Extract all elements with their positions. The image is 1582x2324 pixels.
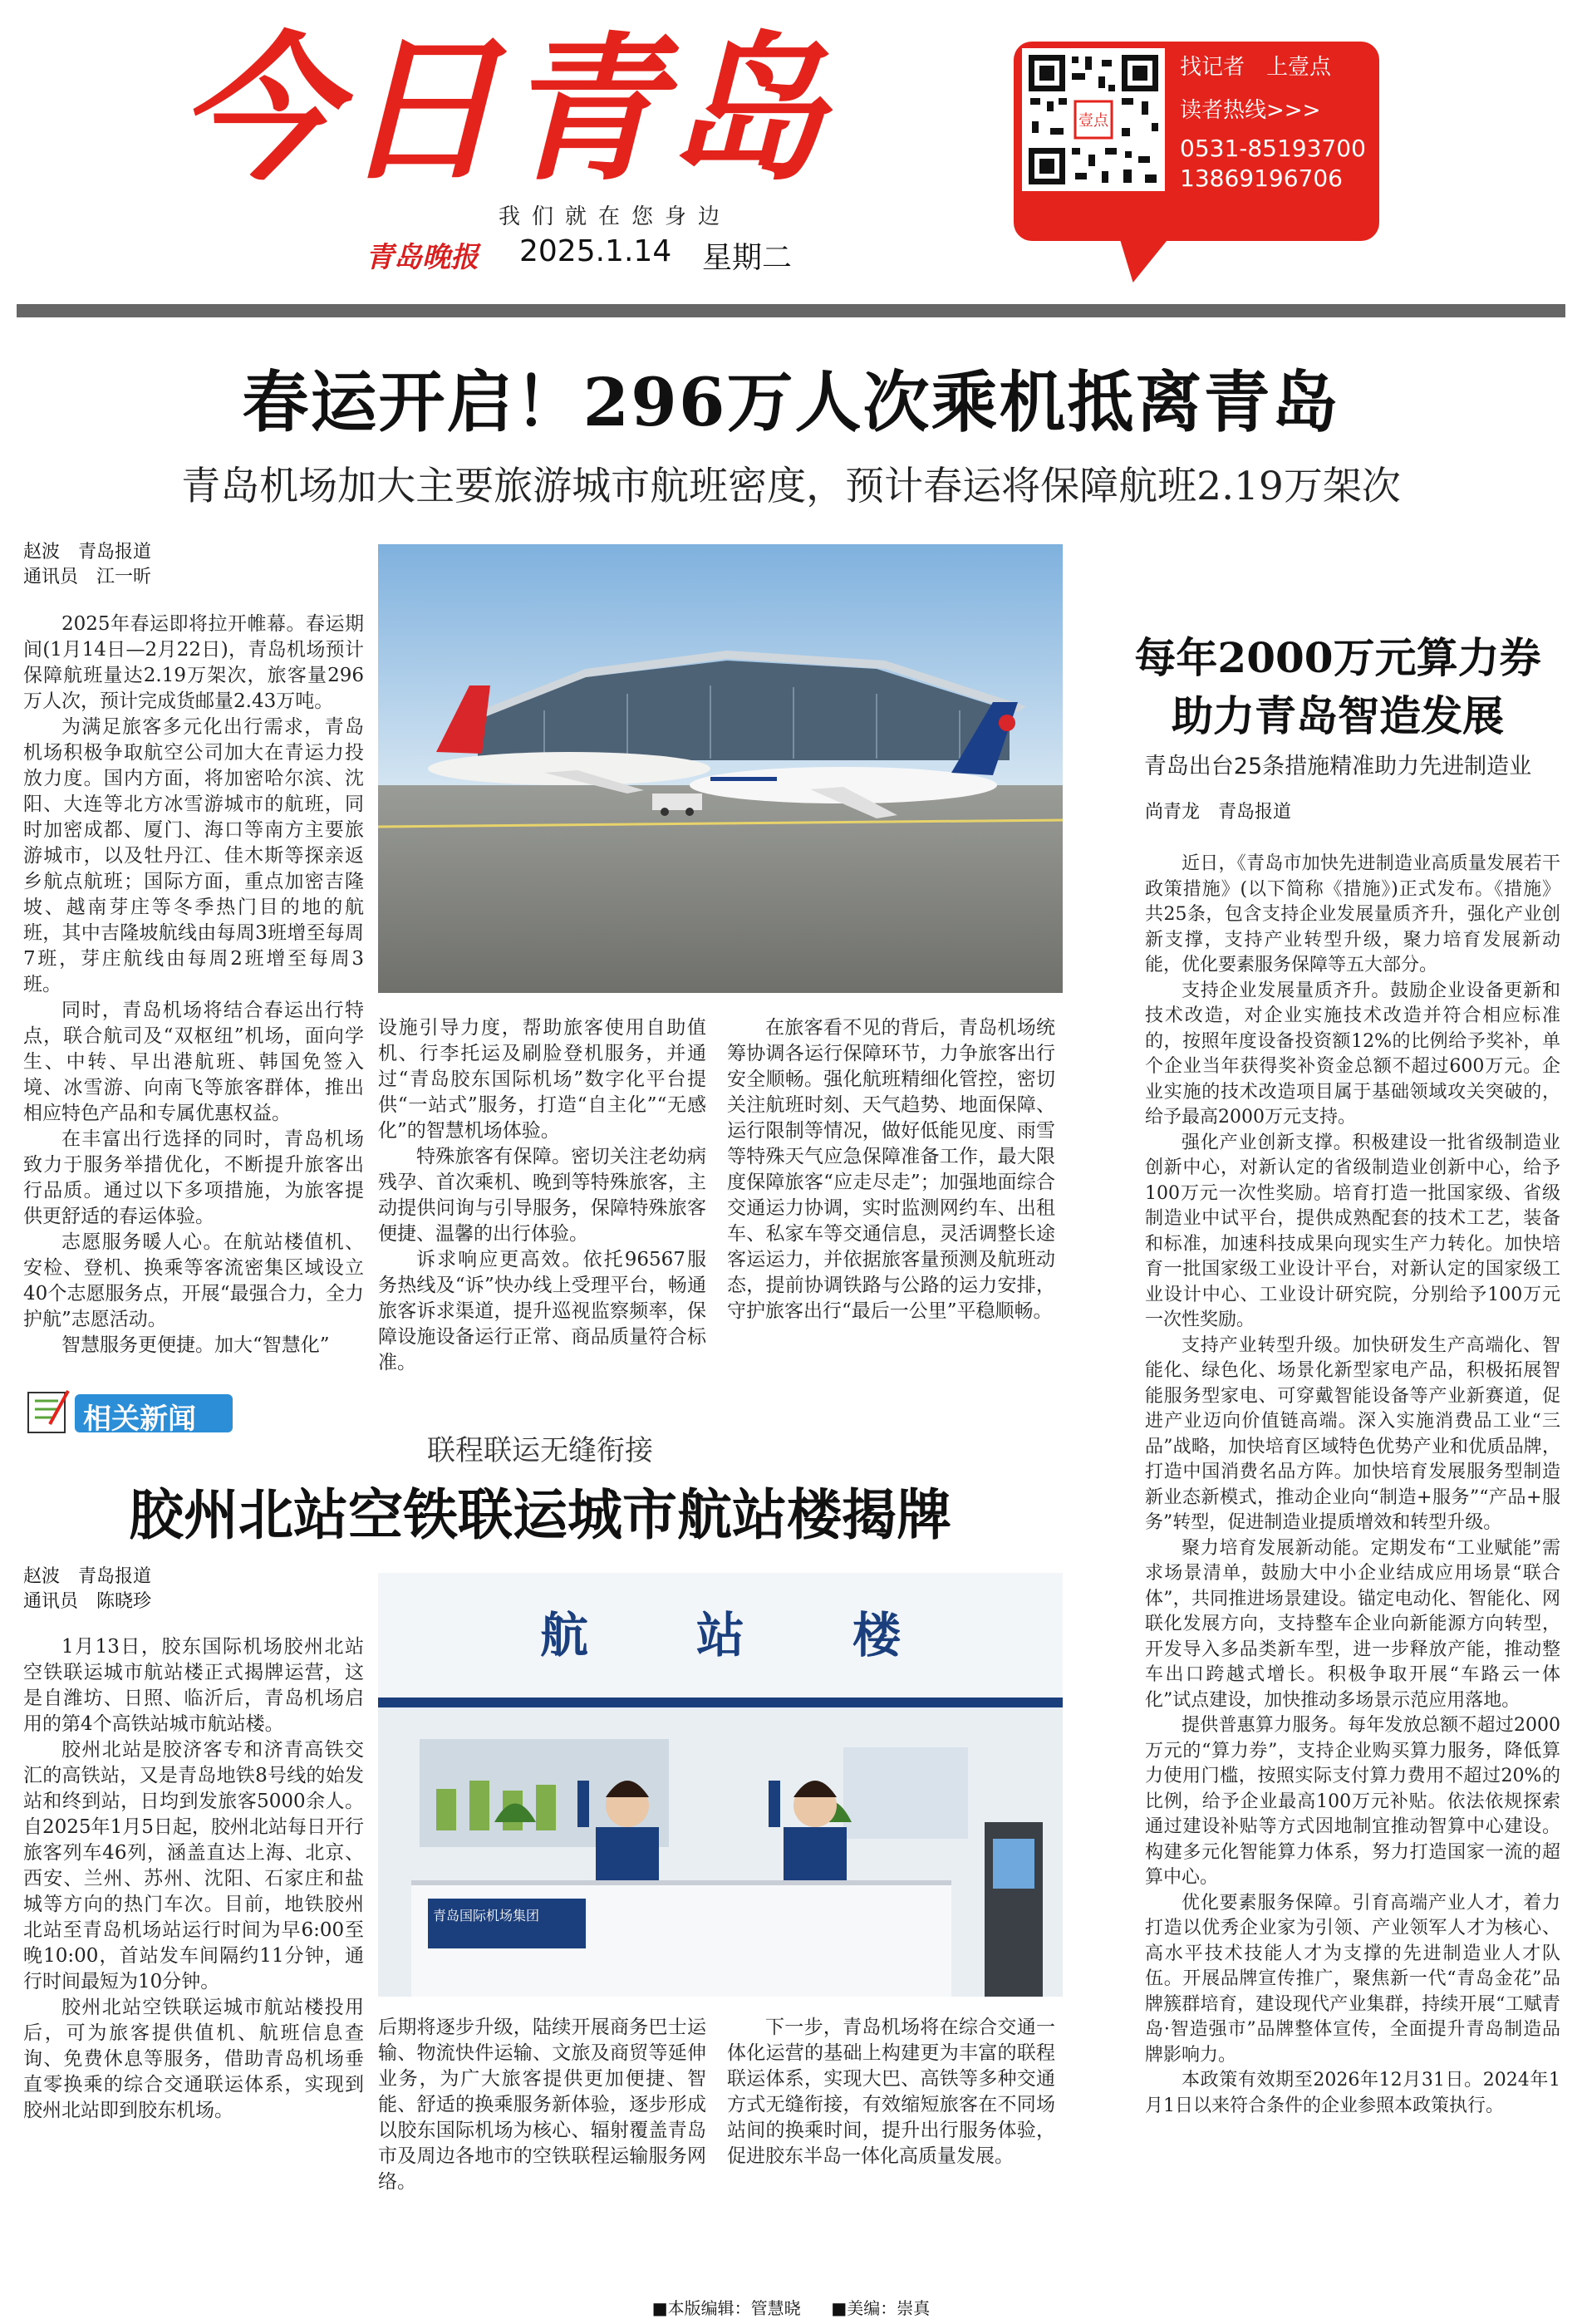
masthead-title: 今日青岛 xyxy=(179,18,831,202)
lead-paragraph: 智慧服务更便捷。加大“智慧化” xyxy=(61,1334,330,1356)
related-column-3 xyxy=(727,2015,1055,2169)
sidebar-headline-line-2: 助力青岛智造发展 xyxy=(1172,691,1504,740)
related-paragraph: 下一步，青岛机场将在综合交通一体化运营的基础上构建更为丰富的联程联运体系，实现大巴、高铁等多种交通方式无缝衔接，有效缩短旅客在不同场站间的换乘时间，提升出行服务体验，促进胶东半岛一体化高质量发展。 xyxy=(727,2017,1055,2167)
page-footer xyxy=(0,2295,1582,2319)
lead-paragraph: 同时，青岛机场将结合春运出行特点，联合航司及“双枢纽”机场，面向学生、中转、早出港航班、韩国免签入境、冰雪游、向南飞等旅客群体，推出相应特色产品和专属优惠权益。 xyxy=(23,1000,364,1124)
lead-paragraph: 为满足旅客多元化出行需求，青岛机场积极争取航空公司加大在青运力投放力度。国内方面，将加密哈尔滨、沈阳、大连等北方冰雪游城市的航班，同时加密成都、厦门、海口等南方主要旅游城市，以及牡丹江、佳木斯等探亲返乡航点航班；国际方面，重点加密吉隆坡、越南芽庄等冬季热门目的地的航班，其中吉隆坡航线由每周3班增至每周7班，芽庄航线由每周2班增至每周3班。 xyxy=(23,716,364,995)
terminal-sign-text: 航站楼 xyxy=(539,1607,1009,1663)
sidebar-paragraph: 提供普惠算力服务。每年发放总额不超过2000万元的“算力券”，支持企业购买算力服务，降低算力使用门槛，按照实际支付算力费用不超过20%的比例，给予企业最高100万元补贴。依法依规探索通过建设补贴等方式因地制宜推动智算中心建设。构建多元化智能算力体系，努力打造国家一流的超算中心。 xyxy=(1145,1715,1560,1888)
sidebar-body xyxy=(1145,852,1560,2119)
masthead-divider xyxy=(17,304,1565,317)
hotline-line-2: 读者热线>>> xyxy=(1180,98,1321,123)
lead-headline: 春运开启！296万人次乘机抵离青岛 xyxy=(242,363,1340,441)
related-paragraph: 后期将逐步升级，陆续开展商务巴士运输、物流快件运输、文旅及商贸等延伸业务，为广大旅客提供更加便捷、智能、舒适的换乘服务新体验，逐步形成以胶东国际机场为核心、辐射覆盖青岛市及周边各地市的空铁联程运输服务网络。 xyxy=(378,2017,706,2193)
sidebar-paragraph: 本政策有效期至2026年12月31日。2024年1月1日以来符合条件的企业参照本政策执行。 xyxy=(1145,2070,1560,2116)
lead-subhead: 青岛机场加大主要旅游城市航班密度，预计春运将保障航班2.19万架次 xyxy=(181,464,1401,509)
hotline-line-1: 找记者 上壹点 xyxy=(1180,55,1332,80)
related-column-1 xyxy=(23,1634,364,2124)
byline-reporter: 赵波 青岛报道 xyxy=(23,542,152,563)
related-paragraph: 胶州北站空铁联运城市航站楼投用后，可为旅客提供值机、航班信息查询、免费休息等服务，借助青岛机场垂直零换乘的综合交通联运体系，实现到胶州北站即到胶东机场。 xyxy=(23,1997,364,2121)
related-paragraph: 胶州北站是胶济客专和济青高铁交汇的高铁站，又是青岛地铁8号线的始发站和终到站，日均到发旅客5000余人。自2025年1月5日起，胶州北站每日开行旅客列车46列，涵盖直达上海、北京、西安、兰州、苏州、沈阳、石家庄和盐城等方向的热门车次。目前，地铁胶州北站至青岛机场站运行时间为早6:00至晚10:00，首站发车间隔约11分钟，通行时间最短为10分钟。 xyxy=(23,1739,364,1992)
sidebar-paragraph: 近日，《青岛市加快先进制造业高质量发展若干政策措施》(以下简称《措施》)正式发布。《措施》共25条，包含支持企业发展量质齐升，强化产业创新支撑，支持产业转型升级，聚力培育发展新动能，优化要素服务保障等五大部分。 xyxy=(1145,853,1560,975)
airport-apron-photo xyxy=(378,544,1063,993)
lead-paragraph: 特殊旅客有保障。密切关注老幼病残孕、首次乘机、晚到等特殊旅客，主动提供问询与引导服务，保障特殊旅客便捷、温馨的出行体验。 xyxy=(378,1146,706,1245)
related-headline: 胶州北站空铁联运城市航站楼揭牌 xyxy=(129,1482,951,1547)
lead-paragraph: 诉求响应更高效。依托96567服务热线及“诉”快办线上受理平台，畅通旅客诉求渠道，提升巡视监察频率，保障设施设备运行正常、商品质量符合标准。 xyxy=(378,1249,706,1373)
qr-code-icon[interactable] xyxy=(1022,48,1165,191)
terminal-desk-sign: 青岛国际机场集团 xyxy=(433,1908,540,1924)
issue-weekday: 星期二 xyxy=(702,241,793,275)
lead-byline xyxy=(23,540,364,590)
byline-reporter: 赵波 青岛报道 xyxy=(23,1566,152,1587)
footer-designer: ■美编：崇真 xyxy=(831,2298,931,2318)
sidebar-byline: 尚青龙 青岛报道 xyxy=(1145,802,1292,823)
masthead-slogan: 我们就在您身边 xyxy=(499,204,732,229)
related-column-2 xyxy=(378,2015,706,2195)
sidebar-subhead: 青岛出台25条措施精准助力先进制造业 xyxy=(1143,754,1532,779)
sidebar-paragraph: 支持产业转型升级。加快研发生产高端化、智能化、绿色化、场景化新型家电产品，积极拓展智能服务型家电、可穿戴智能设备等产业新赛道，促进产业迈向价值链高端。深入实施消费品工业“三品”战略，加快培育区域特色优势产业和优质品牌，打造中国消费名品方阵。加快培育发展服务型制造新业态新模式，推动企业向“制造+服务”“产品+服务”转型，促进制造业提质增效和转型升级。 xyxy=(1145,1334,1560,1533)
paper-name-logo: 青岛晚报 xyxy=(366,241,479,274)
lead-paragraph: 志愿服务暖人心。在航站楼值机、安检、登机、换乘等客流密集区域设立40个志愿服务点，开展“最强合力，全力护航”志愿活动。 xyxy=(23,1231,364,1330)
sidebar-paragraph: 优化要素服务保障。引育高端产业人才，着力打造以优秀企业家为引领、产业领军人才为核心、高水平技术技能人才为支撑的先进制造业人才队伍。开展品牌宣传推广，聚焦新一代“青岛金花”品牌簇群培育，建设现代产业集群，持续开展“工赋青岛·智造强市”品牌整体宣传，全面提升青岛制造品牌影响力。 xyxy=(1145,1892,1560,2066)
lead-paragraph: 2025年春运即将拉开帷幕。春运期间(1月14日—2月22日)，青岛机场预计保障航班量达2.19万架次，旅客量296万人次，预计完成货邮量2.43万吨。 xyxy=(23,613,364,712)
lead-column-2 xyxy=(378,1015,706,1376)
related-news-text: 相关新闻 xyxy=(83,1403,196,1436)
byline-correspondent: 通讯员 陈晓珍 xyxy=(23,1591,152,1612)
lead-paragraph: 设施引导力度，帮助旅客使用自助值机、行李托运及刷脸登机服务，并通过“青岛胶东国际机场”数字化平台提供“一站式”服务，打造“自主化”“无感化”的智慧机场体验。 xyxy=(378,1017,706,1142)
city-terminal-photo xyxy=(378,1573,1063,1997)
related-byline xyxy=(23,1565,364,1614)
sidebar-paragraph: 聚力培育发展新动能。定期发布“工业赋能”需求场景清单，鼓励大中小企业结成应用场景“联合体”，共同推进场景建设。锚定电动化、智能化、网联化发展方向，支持整车企业向新能源方向转型，开发导入多品类新车型，进一步释放产能，推动整车出口跨越式增长。积极争取开展“车路云一体化”试点建设，加快推动多场景示范应用落地。 xyxy=(1145,1537,1560,1711)
sidebar-paragraph: 支持企业发展量质齐升。鼓励企业设备更新和技术改造，对企业实施技术改造并符合相应标准的，按照年度设备投资额12%的比例给予奖补，单个企业当年获得奖补资金总额不超过600万元。企业实施的技术改造项目属于基础领域攻关突破的，给予最高2000万元支持。 xyxy=(1145,980,1560,1128)
lead-paragraph: 在丰富出行选择的同时，青岛机场致力于服务举措优化，不断提升旅客出行品质。通过以下多项措施，为旅客提供更舒适的春运体验。 xyxy=(23,1128,364,1227)
sidebar-headline-line-1: 每年2000万元算力券 xyxy=(1134,633,1541,682)
issue-date: 2025.1.14 xyxy=(519,234,672,268)
related-paragraph: 1月13日，胶东国际机场胶州北站空铁联运城市航站楼正式揭牌运营，这是自潍坊、日照、临沂后，青岛机场启用的第4个高铁站城市航站楼。 xyxy=(23,1636,364,1735)
lead-column-3 xyxy=(727,1015,1055,1324)
lead-paragraph: 在旅客看不见的背后，青岛机场统筹协调各运行保障环节，力争旅客出行安全顺畅。强化航班精细化管控，密切关注航班时刻、天气趋势、地面保障、运行限制等情况，做好低能见度、雨雪等特殊天气应急保障准备工作，最大限度保障旅客“应走尽走”；加强地面综合交通运力协调，实时监测网约车、出租车、私家车等交通信息，灵活调整长途客运运力，并依据旅客量预测及航班动态，提前协调铁路与公路的运力安排，守护旅客出行“最后一公里”平稳顺畅。 xyxy=(727,1017,1055,1322)
qr-logo-text: 壹点 xyxy=(1078,112,1108,130)
related-kicker: 联程联运无缝衔接 xyxy=(427,1434,653,1467)
lead-column-1 xyxy=(23,612,364,1359)
hotline-phone-1[interactable]: 0531-85193700 xyxy=(1180,135,1366,162)
footer-editor: ■本版编辑：管慧晓 xyxy=(651,2298,801,2318)
sidebar-paragraph: 强化产业创新支撑。积极建设一批省级制造业创新中心，对新认定的省级制造业创新中心，给予100万元一次性奖励。培育打造一批国家级、省级制造业中试平台，提供成熟配套的技术工艺，装备和标准，加速科技成果向现实生产力转化。加快培育一批国家级工业设计平台，对新认定的国家级工业设计中心、工业设计研究院，分别给予100万元一次性奖励。 xyxy=(1145,1132,1560,1330)
byline-correspondent: 通讯员 江一昕 xyxy=(23,567,152,587)
hotline-phone-2[interactable]: 13869196706 xyxy=(1180,165,1343,192)
